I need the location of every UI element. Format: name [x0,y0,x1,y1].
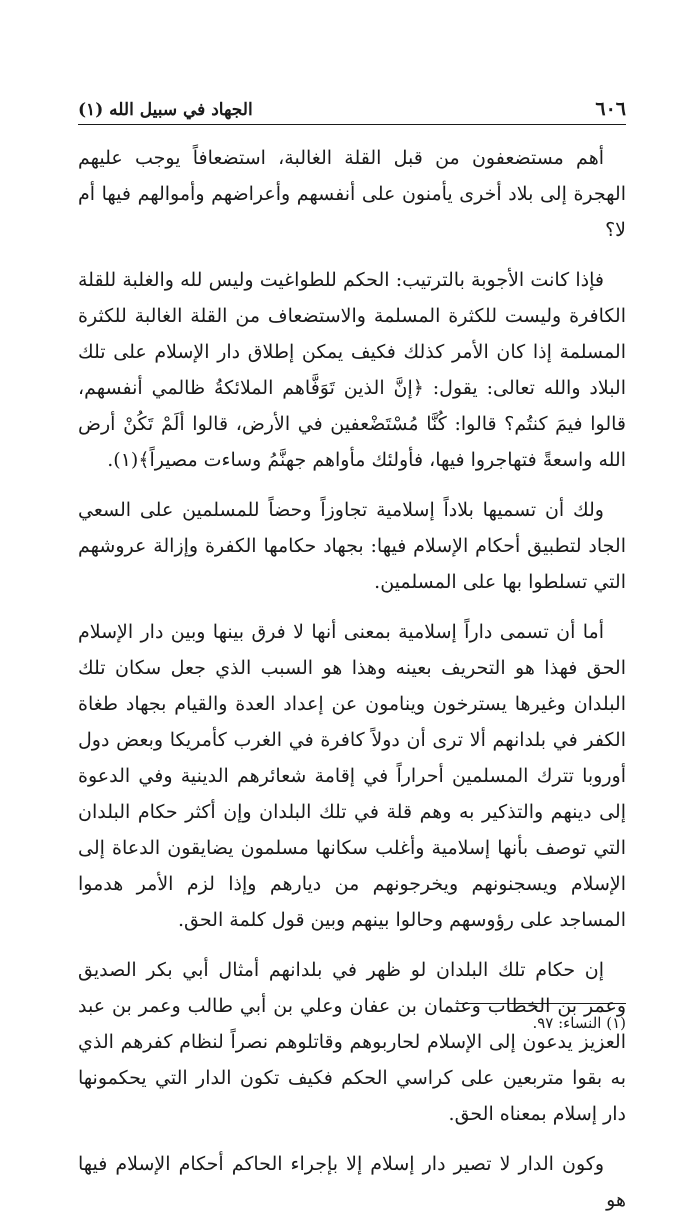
page-header [78,92,626,125]
paragraph: أما أن تسمى داراً إسلامية بمعنى أنها لا فرق بينها وبين دار الإسلام الحق فهذا هو التحريف بعينه وهذا هو السبب الذي جعل سكان تلك البلدان وغيرها يسترخون وينامون عن إعداد العدة والقيام بجهاد طغاة الكفر في بلدانهم ألا ترى أن دولاً كافرة في الغرب كأمريكا وبعض دول أوروبا تترك المسلمين أحراراً في إقامة شعائرهم الدينية وفي الدعوة إلى دينهم والتذكير به وهم قلة في تلك البلدان وإن أكثر حكام البلدان التي توصف بأنها إسلامية وأغلب سكانها مسلمون يضايقون الدعاة إلى الإسلام ويسجنونهم ويخرجونهم من ديارهم وإذا لزم الأمر هدموا المساجد على رؤوسهم وحالوا بينهم وبين قول كلمة الحق. [78,621,627,931]
paragraph: ولك أن تسميها بلاداً إسلامية تجاوزاً وحضاً للمسلمين على السعي الجاد لتطبيق أحكام الإسلام فيها: بجهاد حكامها الكفرة وإزالة عروشهم التي تسلطوا بها على المسلمين. [78,499,626,593]
running-title: الجهاد في سبيل الله (١) [78,100,253,120]
paragraph: أهم مستضعفون من قبل القلة الغالبة، استضعافاً يوجب عليهم الهجرة إلى بلاد أخرى يأمنون على أنفسهم وأعراضهم وأموالهم فيها أم لا؟ [78,147,626,241]
page-body [78,140,626,1232]
paragraph: وكون الدار لا تصير دار إسلام إلا بإجراء الحاكم أحكام الإسلام فيها هو [78,1153,626,1211]
page-number: ٦٠٦ [595,98,626,120]
paragraph: فإذا كانت الأجوبة بالترتيب: الحكم للطواغيت وليس لله والغلبة للقلة الكافرة وليست للكثرة المسلمة والاستضعاف من القلة الغالبة للكثرة المسلمة إذا كان الأمر كذلك فكيف يمكن إطلاق دار الإسلام على تلك البلاد والله تعالى: يقول: ﴿إنَّ الذين تَوَفَّاهم الملائكةُ ظالمي أنفسهم، قالوا فيمَ كنتُم؟ قالوا: كُنَّا مُسْتَضْعفين في الأرض، قالوا ألَمْ تَكُنْ أرض الله واسعةً فتهاجروا فيها، فأولئك مأواهم جهنَّمُ وساءت مصيراً﴾(١). [78,269,627,471]
footnote: (١) النساء: ٩٧. [532,1014,626,1032]
footnote-divider [456,1003,626,1004]
paragraph: إن حكام تلك البلدان لو ظهر في بلدانهم أمثال أبي بكر الصديق وعمر بن الخطاب وعثمان بن عفان وعلي بن أبي طالب وعمر بن عبد العزيز يدعون إلى الإسلام لحاربوهم وقاتلوهم نصراً لنظام كفرهم الذي به بقوا متربعين على كراسي الحكم فكيف تكون الدار التي يحكمونها دار إسلام بمعناه الحق. [78,959,626,1125]
